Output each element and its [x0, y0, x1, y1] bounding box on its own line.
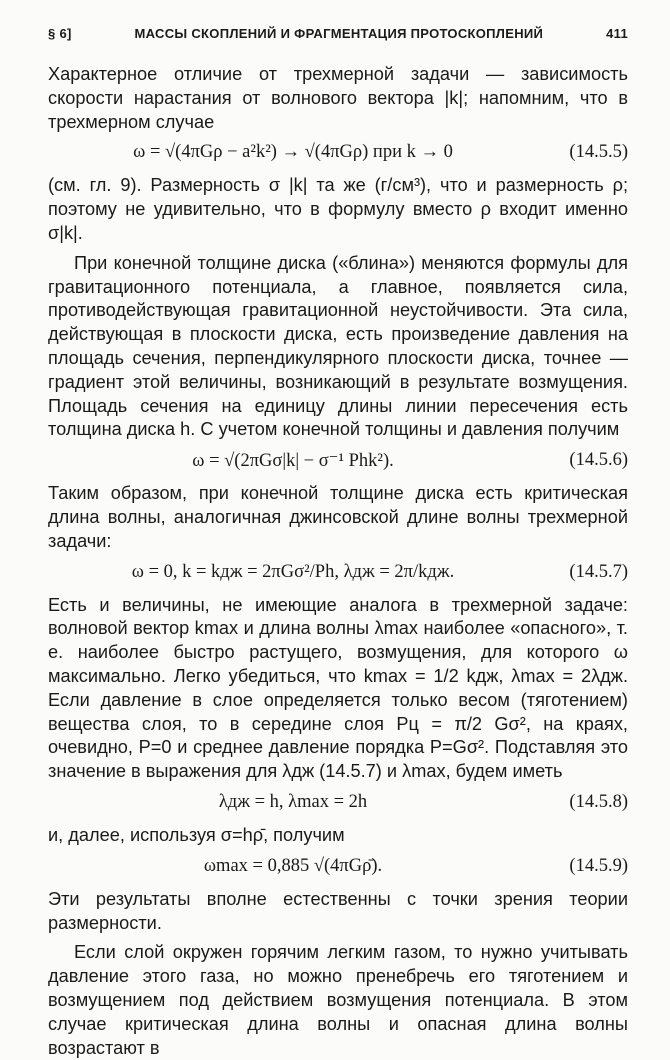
equation-body: λдж = h, λmax = 2h [218, 791, 368, 812]
equation-14-5-9 [48, 848, 628, 888]
equation-body: ω = √(2πGσ|k| − σ⁻¹ Phk²). [192, 451, 394, 472]
paragraph-3: При конечной толщине диска («блина») меняются формулы для гравитационного потенциала, а главное, появляется сила, противодействующая гравитационной неустойчивости. Эта сила, действующая в плоскости диска, есть произведение давления на площадь сечения, перпендикулярного плоскости диска, точнее — градиент этой величины, возникающий в результате возмущения. Площадь сечения на единицу длины линии пересечения есть толщина диска h. С учетом конечной толщины и давления получим [48, 252, 628, 440]
equation-body: ω = √(4πGρ − a²k²) → √(4πGρ) при k → 0 [133, 142, 453, 163]
equation-number: (14.5.6) [569, 450, 628, 471]
equation-body: ω = 0, k = kдж = 2πGσ²/Ph, λдж = 2π/kдж. [131, 561, 455, 582]
equation-14-5-7 [48, 554, 628, 594]
running-title: МАССЫ СКОПЛЕНИЙ И ФРАГМЕНТАЦИЯ ПРОТОСКОПЛЕНИЙ [134, 26, 544, 41]
paragraph-5: Есть и величины, не имеющие аналога в трехмерной задаче: волновой вектор kmax и длина волны λmax наиболее «опасного», т. е. наиболее быстро растущего, возмущения, для которого ω максимально. Легко убедиться, что kmax = 1/2 kдж, λmax = 2λдж. Если давление в слое определяется только весом (тяготением) вещества слоя, то в середине слоя Pц = π/2 Gσ², на краях, очевидно, P=0 и среднее давление порядка P=Gσ². Подставляя это значение в выражения для λдж (14.5.7) и λmax, будем иметь [48, 594, 628, 782]
equation-number: (14.5.8) [569, 791, 628, 812]
paragraph-4: Таким образом, при конечной толщине диска есть критическая длина волны, аналогичная джинсовской длине волны трехмерной задачи: [48, 483, 628, 551]
paragraph-2: (см. гл. 9). Размерность σ |k| та же (г/см³), что и размерность ρ; поэтому не удивительно, что в формулу вместо ρ входит именно σ|k|. [48, 175, 628, 243]
paragraph-6: и, далее, используя σ=hρ̄, получим [48, 824, 345, 845]
section-marker: § 6] [48, 26, 72, 41]
equation-14-5-5 [48, 134, 628, 174]
paragraph-1: Характерное отличие от трехмерной задачи — зависимость скорости нарастания от волнового вектора |k|; напомним, что в трехмерном случае [48, 64, 628, 132]
book-page [48, 26, 628, 1060]
running-header [48, 26, 628, 41]
paragraph-8: Если слой окружен горячим легким газом, то нужно учитывать давление этого газа, но можно пренебречь его тяготением и возмущением под действием возмущения потенциала. В этом случае критическая длина волны и опасная длина волны возрастают в [48, 942, 628, 1058]
equation-number: (14.5.5) [569, 142, 628, 163]
paragraph-7: Эти результаты вполне естественны с точки зрения теории размерности. [48, 888, 628, 933]
equation-number: (14.5.9) [569, 855, 628, 876]
equation-body: ωmax = 0,885 √(4πGρ̄). [203, 855, 383, 876]
equation-14-5-8 [48, 784, 628, 824]
equation-number: (14.5.7) [569, 561, 628, 582]
page-number: 411 [606, 26, 628, 41]
equation-14-5-6 [48, 442, 628, 482]
